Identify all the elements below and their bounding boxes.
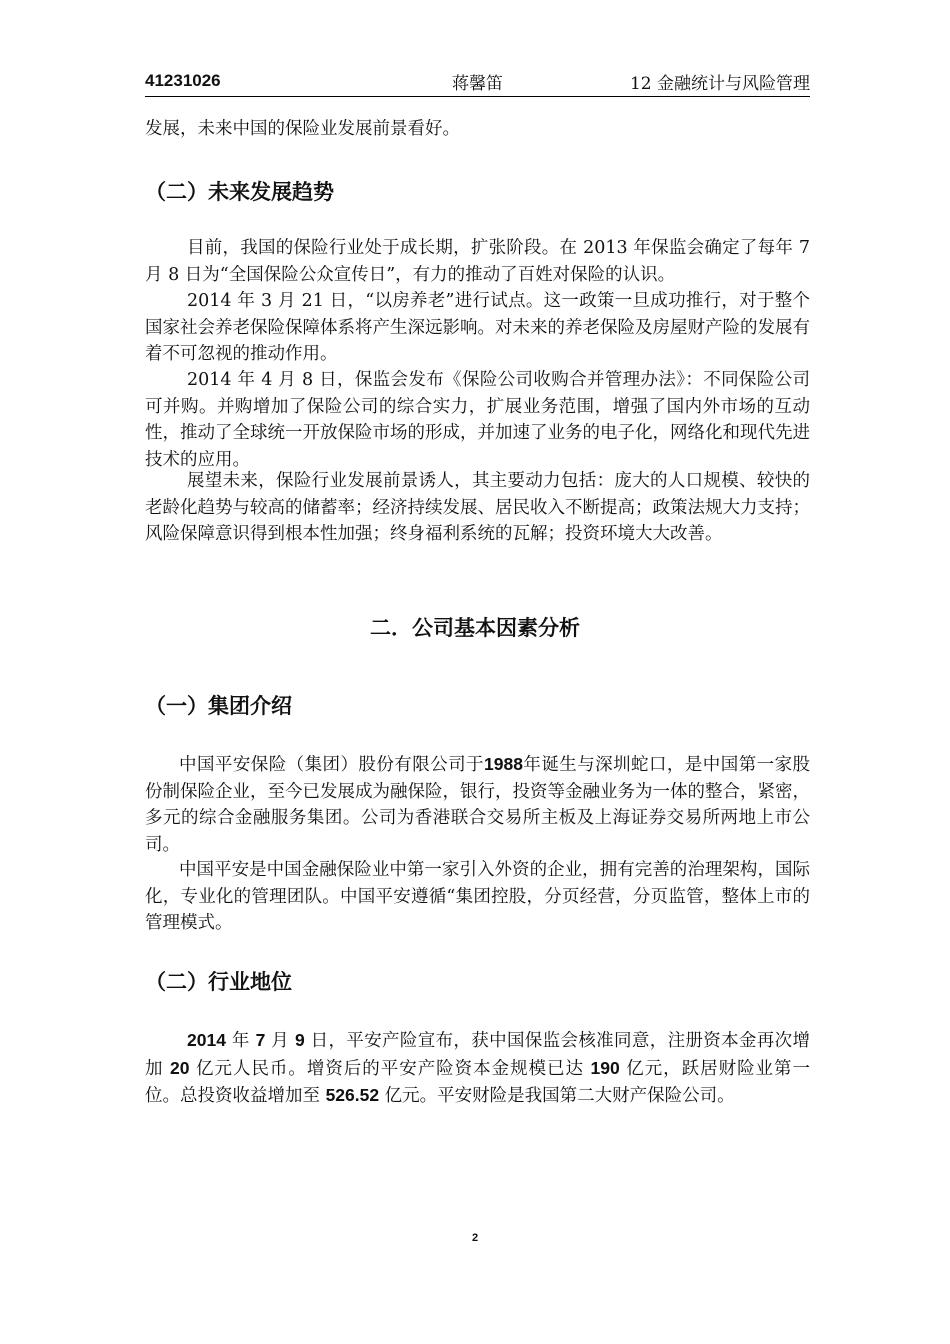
page-number: 2 [471,1232,479,1244]
author-name: 蒋馨笛 [452,74,503,94]
paragraph-future-1: 目前，我国的保险行业处于成长期，扩张阶段。在 2013 年保监会确定了每年 7 月 8 日为“全国保险公众宣传日”，有力的推动了百姓对保险的认识。 [145,238,810,285]
chapter-heading: 二．公司基本因素分析 [370,616,580,640]
year-value: 2014 [187,1030,226,1050]
paragraph-industry-position [145,1027,810,1110]
text-part: 亿元，跃居财险业第一位。总投资收益增加至 [145,1058,810,1106]
heading-group-intro: （一）集团介绍 [145,694,292,718]
heading-industry-position: （二）行业地位 [145,970,292,994]
text-part: 亿元人民币。增资后的平安产险资本金规模已达 [189,1058,591,1079]
text-part: 月 [265,1031,296,1051]
capital-total-value: 190 [590,1057,620,1078]
investment-income-value: 526.52 [325,1085,380,1105]
text-part: 亿元。平安财险是我国第二大财产保险公司。 [379,1086,735,1106]
heading-future-trends: （二）未来发展趋势 [145,180,334,204]
continuation-text: 发展，未来中国的保险业发展前景看好。 [145,119,460,139]
text-part: 日，平安产险宣布，获中国保监会核准同意，注册资本金再次增加 [145,1031,810,1079]
student-id: 41231026 [145,71,221,90]
group-text-b: 年诞生与深圳蛇口，是中国第一家股份制保险企业，至今已发展成为融保险，银行，投资等金融业务为一体的整合，紧密，多元的综合金融服务集团。公司为香港联合交易所主板及上海证券交易所两地上市公司。 [145,755,811,855]
paragraph-future-4: 展望未来，保险行业发展前景诱人，其主要动力包括：庞大的人口规模、较快的老龄化趋势与较高的储蓄率；经济持续发展、居民收入不断提高；政策法规大力支持；风险保障意识得到根本性加强；终身福利系统的瓦解；投资环境大大改善。 [145,471,810,544]
paragraph-future-2: 2014 年 3 月 21 日，“以房养老”进行试点。这一政策一旦成功推行，对于整个国家社会养老保险保障体系将产生深远影响。对未来的养老保险及房屋财产险的发展有着不可忽视的推动作用。 [145,291,810,364]
page-header [145,66,810,97]
group-text-a: 中国平安保险（集团）股份有限公司于 [179,755,485,775]
course-name: 12 金融统计与风险管理 [629,74,810,94]
paragraph-future-3: 2014 年 4 月 8 日，保监会发布《保险公司收购合并管理办法》：不同保险公司可并购。并购增加了保险公司的综合实力，扩展业务范围，增强了国内外市场的互动性，推动了全球统一开放保险市场的形成，并加速了业务的电子化，网络化和现代先进技术的应用。 [145,370,810,470]
month-value: 7 [255,1030,266,1050]
day-value: 9 [295,1030,305,1050]
text-part: 年 [225,1031,256,1051]
paragraph-group-1 [145,751,810,858]
paragraph-group-2: 中国平安是中国金融保险业中第一家引入外资的企业，拥有完善的治理架构，国际化，专业化的管理团队。中国平安遵循“集团控股，分页经营，分页监管，整体上市的管理模式。 [145,860,810,933]
capital-increase-value: 20 [170,1057,190,1078]
founding-year: 1988 [484,754,523,774]
